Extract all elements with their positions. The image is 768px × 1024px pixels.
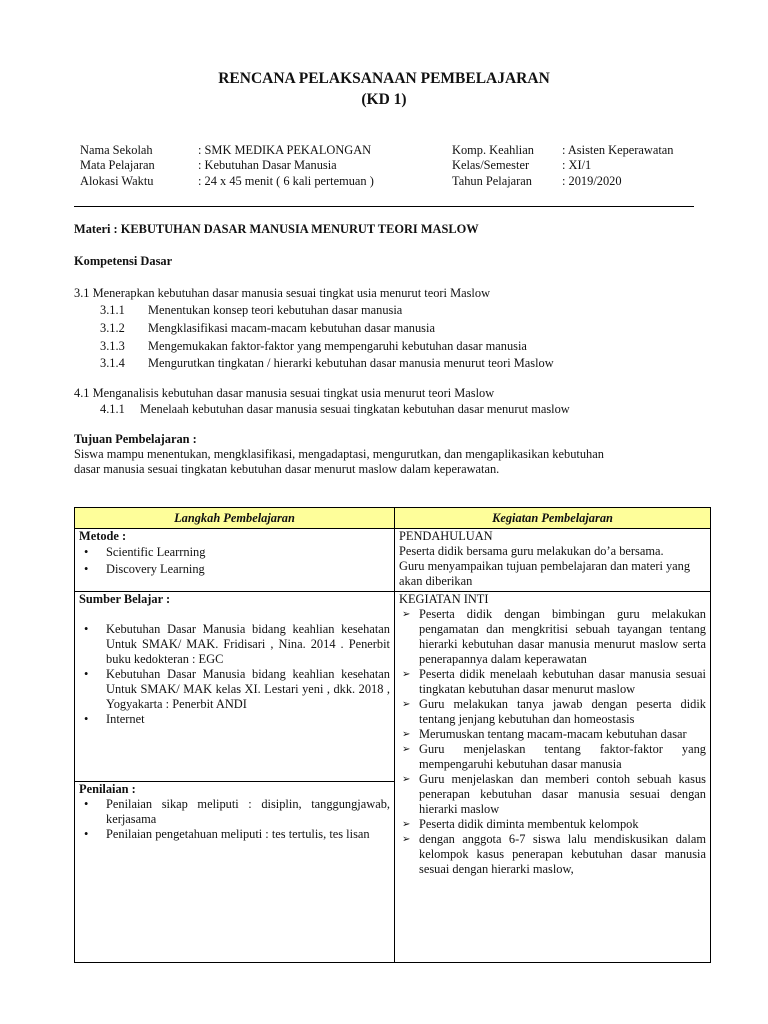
metode-heading: Metode : <box>79 529 127 543</box>
table-row <box>75 592 711 782</box>
list-item: • Scientific Learrning <box>106 545 390 560</box>
list-item: ➢ Guru melakukan tanya jawab dengan peserta didik tentang jenjang kebutuhan dan homeostasis <box>419 697 706 727</box>
pendahuluan-text: Guru menyampaikan tujuan pembelajaran dan materi yang akan diberikan <box>399 559 691 588</box>
pendahuluan-cell <box>395 529 711 592</box>
kd3-item-num: 3.1.2 <box>100 321 125 335</box>
document-subtitle: (KD 1) <box>361 91 407 108</box>
table-row <box>75 529 711 592</box>
identity-label: Tahun Pelajaran <box>452 174 532 188</box>
sumber-belajar-heading: Sumber Belajar : <box>79 592 171 606</box>
tujuan-text: dasar manusia sesuai tingkatan kebutuhan dasar menurut maslow dalam keperawatan. <box>74 462 500 476</box>
kd3-item-num: 3.1.1 <box>100 303 125 317</box>
kd3-main: 3.1 Menerapkan kebutuhan dasar manusia sesuai tingkat usia menurut teori Maslow <box>74 286 491 300</box>
list-item: • Kebutuhan Dasar Manusia bidang keahlian kesehatan Untuk SMAK/ MAK. Fridisari , Nina. 2014 . Penerbit buku kedokteran : EGC <box>106 622 390 667</box>
kd3-item-text: Mengklasifikasi macam-macam kebutuhan dasar manusia <box>148 321 435 335</box>
sumber-belajar-cell <box>75 592 395 782</box>
identity-label: Nama Sekolah <box>80 143 153 157</box>
list-item: • Penilaian pengetahuan meliputi : tes tertulis, tes lisan <box>106 827 390 842</box>
table-header-cell: Kegiatan Pembelajaran <box>395 508 711 529</box>
header-divider <box>74 206 694 207</box>
kd4-main: 4.1 Menganalisis kebutuhan dasar manusia sesuai tingkat usia menurut teori Maslow <box>74 386 495 400</box>
identity-label: Alokasi Waktu <box>80 174 154 188</box>
tujuan-heading: Tujuan Pembelajaran : <box>74 432 197 446</box>
table-header-cell: Langkah Pembelajaran <box>75 508 395 529</box>
kompetensi-heading: Kompetensi Dasar <box>74 254 173 268</box>
list-item: ➢ Peserta didik dengan bimbingan guru melakukan pengamatan dan mengkritisi sebuah tayangan tentang hierarki kebutuhan dasar manusia menurut maslow serta penerapannya dalam keperawatan <box>419 607 706 667</box>
penilaian-cell <box>75 781 395 962</box>
kd3-item-num: 3.1.4 <box>100 356 125 370</box>
list-item: • Penilaian sikap meliputi : disiplin, tanggungjawab, kerjasama <box>106 797 390 827</box>
list-item: ➢ Guru menjelaskan tentang faktor-faktor yang mempengaruhi kebutuhan dasar manusia <box>419 742 706 772</box>
pendahuluan-text: Peserta didik bersama guru melakukan do’a bersama. <box>399 544 664 558</box>
table-header-row <box>75 508 711 529</box>
list-item: ➢ Guru menjelaskan dan memberi contoh sebuah kasus penerapan kebutuhan dasar manusia sesuai dengan hierarki maslow <box>419 772 706 817</box>
penilaian-list <box>79 797 390 842</box>
penilaian-heading: Penilaian : <box>79 781 136 796</box>
list-item: ➢ Peserta didik diminta membentuk kelompok <box>419 817 706 832</box>
identity-label: Komp. Keahlian <box>452 143 534 157</box>
identity-label: Mata Pelajaran <box>80 158 155 172</box>
identity-value: : SMK MEDIKA PEKALONGAN <box>198 143 372 157</box>
list-item: ➢ Peserta didik menelaah kebutuhan dasar manusia sesuai tingkatan kebutuhan dasar menurut maslow <box>419 667 706 697</box>
identity-value: : Asisten Keperawatan <box>562 143 674 157</box>
metode-cell <box>75 529 395 592</box>
identity-value: : Kebutuhan Dasar Manusia <box>198 158 337 172</box>
tujuan-text: Siswa mampu menentukan, mengklasifikasi, mengadaptasi, mengurutkan, dan mengaplikasikan kebutuhan <box>74 447 604 461</box>
identity-label: Kelas/Semester <box>452 158 530 172</box>
list-item: • Kebutuhan Dasar Manusia bidang keahlian kesehatan Untuk SMAK/ MAK kelas XI. Lestari yeni , dkk. 2018 , Yogyakarta : Penerbit ANDI <box>106 667 390 712</box>
kd3-item-text: Menentukan konsep teori kebutuhan dasar manusia <box>148 303 403 317</box>
document-title: RENCANA PELAKSANAAN PEMBELAJARAN <box>218 70 550 87</box>
identity-value: : 24 x 45 menit ( 6 kali pertemuan ) <box>198 174 374 188</box>
identity-value: : 2019/2020 <box>562 174 622 188</box>
list-item: ➢ Merumuskan tentang macam-macam kebutuhan dasar <box>419 727 706 742</box>
kd3-item-num: 3.1.3 <box>100 339 125 353</box>
list-item: • Discovery Learning <box>106 562 390 577</box>
kd3-item-text: Mengemukakan faktor-faktor yang mempengaruhi kebutuhan dasar manusia <box>148 339 527 353</box>
metode-list <box>79 545 390 577</box>
materi-heading: Materi : KEBUTUHAN DASAR MANUSIA MENURUT TEORI MASLOW <box>74 222 479 236</box>
kd4-item-text: Menelaah kebutuhan dasar manusia sesuai tingkatan kebutuhan dasar menurut maslow <box>140 402 570 416</box>
list-item: • Internet <box>106 712 390 727</box>
kd4-item-num: 4.1.1 <box>100 402 125 416</box>
kd3-item-text: Mengurutkan tingkatan / hierarki kebutuhan dasar manusia menurut teori Maslow <box>148 356 554 370</box>
pendahuluan-heading: PENDAHULUAN <box>399 529 493 543</box>
learning-steps-table <box>74 507 711 963</box>
kegiatan-inti-heading: KEGIATAN INTI <box>399 592 489 606</box>
kegiatan-inti-cell <box>395 592 711 963</box>
identity-value: : XI/1 <box>562 158 592 172</box>
list-item: ➢ dengan anggota 6-7 siswa lalu mendiskusikan dalam kelompok kasus penerapan kebutuhan dasar manusia sesuai dengan hierarki maslow, <box>419 832 706 877</box>
kegiatan-inti-list <box>399 607 706 877</box>
sumber-belajar-list <box>79 622 390 727</box>
